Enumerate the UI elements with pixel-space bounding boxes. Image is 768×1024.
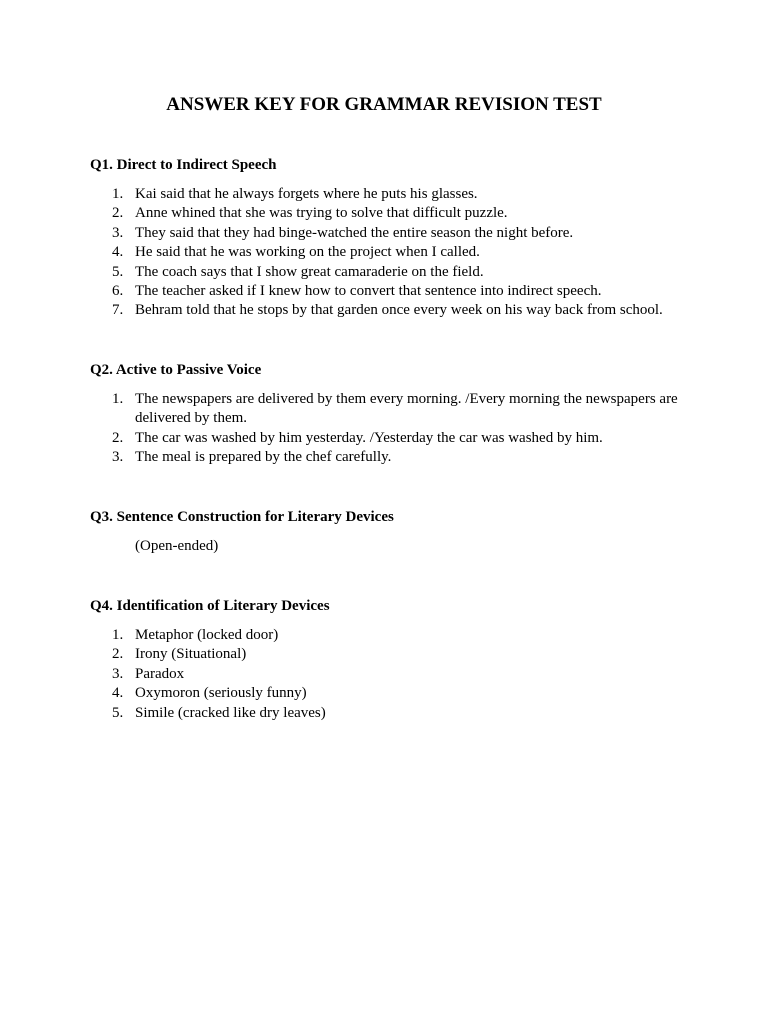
section-heading-q2: Q2. Active to Passive Voice	[90, 362, 262, 378]
answer-item	[90, 243, 680, 262]
answer-text: The newspapers are delivered by them every morning. /Every morning the newspapers are delivered by them.	[135, 391, 678, 427]
answer-item	[90, 665, 680, 684]
answer-item	[90, 390, 680, 429]
answer-item	[90, 448, 680, 467]
answer-list-q2	[90, 390, 680, 468]
answer-item	[90, 429, 680, 448]
answer-item	[90, 301, 680, 320]
answer-item	[90, 645, 680, 664]
item-number: 3.	[112, 449, 124, 466]
item-number: 5.	[112, 704, 124, 721]
answer-list-q4	[90, 626, 680, 723]
answer-item	[90, 704, 680, 723]
answer-text: Anne whined that she was trying to solve that difficult puzzle.	[135, 205, 508, 222]
document-title: ANSWER KEY FOR GRAMMAR REVISION TEST	[166, 94, 602, 115]
item-number: 2.	[112, 205, 124, 222]
section-q2	[90, 361, 680, 468]
answer-text: Behram told that he stops by that garden once every week on his way back from school.	[135, 302, 663, 319]
answer-text: The car was washed by him yesterday. /Yesterday the car was washed by him.	[135, 429, 603, 446]
answer-text: Kai said that he always forgets where he puts his glasses.	[135, 186, 478, 202]
item-number: 2.	[112, 429, 124, 446]
item-number: 1.	[112, 627, 124, 643]
answer-list-q1	[90, 185, 680, 321]
answer-text: Oxymoron (seriously funny)	[135, 685, 307, 702]
answer-item	[90, 185, 680, 204]
answer-text: Paradox	[135, 665, 185, 682]
answer-item	[90, 263, 680, 282]
item-number: 4.	[112, 244, 124, 261]
item-number: 3.	[112, 224, 124, 241]
answer-text: They said that they had binge-watched the entire season the night before.	[135, 224, 574, 241]
answer-item	[90, 684, 680, 703]
item-number: 1.	[112, 186, 124, 202]
item-number: 2.	[112, 646, 124, 663]
answer-item	[90, 626, 680, 645]
answer-text: The teacher asked if I knew how to convert that sentence into indirect speech.	[135, 283, 602, 300]
open-ended-note: (Open-ended)	[135, 538, 219, 554]
answer-text: Irony (Situational)	[135, 646, 247, 663]
section-heading-q1: Q1. Direct to Indirect Speech	[90, 157, 277, 173]
section-q3	[90, 508, 680, 556]
item-number: 4.	[112, 685, 124, 702]
answer-text: The coach says that I show great camaraderie on the field.	[135, 263, 484, 280]
answer-text: The meal is prepared by the chef carefully.	[135, 449, 392, 466]
item-number: 5.	[112, 263, 124, 280]
answer-text: Simile (cracked like dry leaves)	[135, 704, 326, 721]
section-q1	[90, 156, 680, 321]
section-q4	[90, 597, 680, 723]
answer-item	[90, 224, 680, 243]
item-number: 6.	[112, 283, 124, 300]
item-number: 1.	[112, 391, 124, 407]
answer-item	[90, 204, 680, 223]
item-number: 3.	[112, 665, 124, 682]
section-heading-q3: Q3. Sentence Construction for Literary Devices	[90, 509, 394, 525]
answer-text: He said that he was working on the project when I called.	[135, 244, 480, 261]
item-number: 7.	[112, 302, 124, 319]
answer-text: Metaphor (locked door)	[135, 627, 279, 643]
section-heading-q4: Q4. Identification of Literary Devices	[90, 598, 330, 614]
answer-item	[90, 282, 680, 301]
